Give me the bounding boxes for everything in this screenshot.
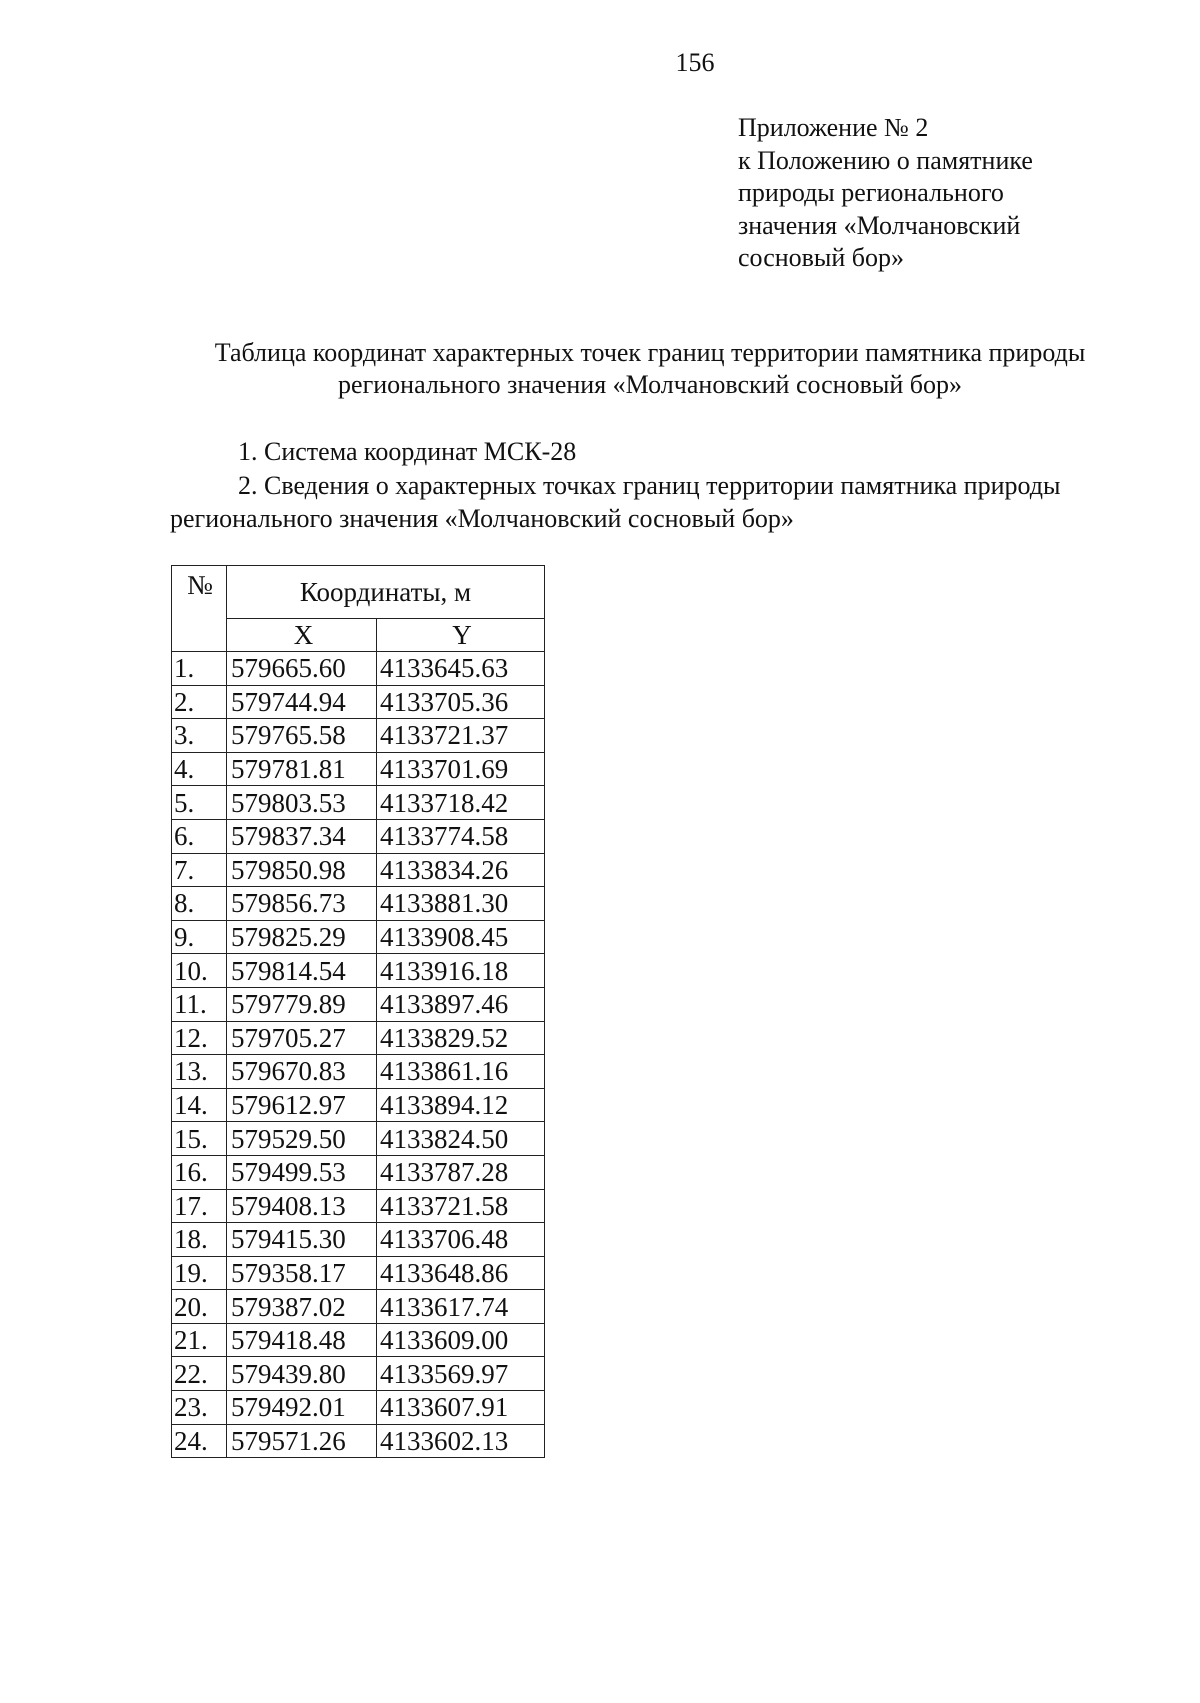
x-coordinate-cell: 579803.53	[227, 786, 377, 820]
appendix-line: природы регионального	[738, 178, 1004, 207]
table-row	[172, 853, 545, 887]
x-coordinate-cell: 579439.80	[227, 1357, 377, 1391]
point-number-cell: 11.	[172, 987, 227, 1021]
header-number: №	[172, 566, 227, 652]
points-info-item	[170, 469, 1170, 535]
point-number-cell: 17.	[172, 1189, 227, 1223]
table-row	[172, 1189, 545, 1223]
y-coordinate-cell: 4133721.58	[377, 1189, 545, 1223]
points-info-line: 2. Сведения о характерных точках границ территории памятника природы	[238, 471, 1061, 500]
table-row	[172, 1290, 545, 1324]
appendix-line: к Положению о памятнике	[738, 145, 1033, 175]
y-coordinate-cell: 4133824.50	[377, 1122, 545, 1156]
point-number-cell: 23.	[172, 1391, 227, 1425]
table-row	[172, 819, 545, 853]
table-row	[172, 685, 545, 719]
point-number-cell: 13.	[172, 1055, 227, 1089]
header-x: X	[227, 619, 377, 652]
point-number-cell: 16.	[172, 1155, 227, 1189]
x-coordinate-cell: 579418.48	[227, 1323, 377, 1357]
y-coordinate-cell: 4133609.00	[377, 1323, 545, 1357]
point-number-cell: 14.	[172, 1088, 227, 1122]
y-coordinate-cell: 4133602.13	[377, 1424, 545, 1458]
header-coordinates: Координаты, м	[227, 566, 545, 619]
table-row	[172, 1391, 545, 1425]
x-coordinate-cell: 579415.30	[227, 1223, 377, 1257]
table-row	[172, 752, 545, 786]
point-number-cell: 5.	[172, 786, 227, 820]
x-coordinate-cell: 579408.13	[227, 1189, 377, 1223]
x-coordinate-cell: 579856.73	[227, 887, 377, 921]
x-coordinate-cell: 579781.81	[227, 752, 377, 786]
table-title-line: Таблица координат характерных точек границ территории памятника природы	[214, 338, 1086, 367]
table-row	[172, 1088, 545, 1122]
y-coordinate-cell: 4133894.12	[377, 1088, 545, 1122]
table-row	[172, 1357, 545, 1391]
table-row	[172, 1155, 545, 1189]
point-number-cell: 9.	[172, 920, 227, 954]
y-coordinate-cell: 4133721.37	[377, 719, 545, 753]
table-row	[172, 719, 545, 753]
point-number-cell: 4.	[172, 752, 227, 786]
table-title-line: регионального значения «Молчановский сосновый бор»	[338, 370, 962, 399]
appendix-line: Приложение № 2	[738, 113, 929, 142]
table-row	[172, 887, 545, 921]
y-coordinate-cell: 4133916.18	[377, 954, 545, 988]
y-coordinate-cell: 4133787.28	[377, 1155, 545, 1189]
point-number-cell: 3.	[172, 719, 227, 753]
point-number-cell: 19.	[172, 1256, 227, 1290]
point-number-cell: 20.	[172, 1290, 227, 1324]
x-coordinate-cell: 579825.29	[227, 920, 377, 954]
appendix-line: значения «Молчановский	[738, 210, 1021, 240]
y-coordinate-cell: 4133569.97	[377, 1357, 545, 1391]
x-coordinate-cell: 579529.50	[227, 1122, 377, 1156]
table-row	[172, 987, 545, 1021]
y-coordinate-cell: 4133648.86	[377, 1256, 545, 1290]
x-coordinate-cell: 579492.01	[227, 1391, 377, 1425]
header-y: Y	[377, 619, 545, 652]
y-coordinate-cell: 4133701.69	[377, 752, 545, 786]
x-coordinate-cell: 579837.34	[227, 819, 377, 853]
point-number-cell: 21.	[172, 1323, 227, 1357]
table-row	[172, 1424, 545, 1458]
table-row	[172, 652, 545, 686]
x-coordinate-cell: 579814.54	[227, 954, 377, 988]
x-coordinate-cell: 579779.89	[227, 987, 377, 1021]
table-row	[172, 1323, 545, 1357]
appendix-line: сосновый бор»	[738, 243, 905, 272]
y-coordinate-cell: 4133881.30	[377, 887, 545, 921]
point-number-cell: 15.	[172, 1122, 227, 1156]
table-row	[172, 954, 545, 988]
y-coordinate-cell: 4133834.26	[377, 853, 545, 887]
y-coordinate-cell: 4133607.91	[377, 1391, 545, 1425]
x-coordinate-cell: 579765.58	[227, 719, 377, 753]
table-row	[172, 920, 545, 954]
table-row	[172, 1021, 545, 1055]
x-coordinate-cell: 579571.26	[227, 1424, 377, 1458]
x-coordinate-cell: 579744.94	[227, 685, 377, 719]
y-coordinate-cell: 4133706.48	[377, 1223, 545, 1257]
point-number-cell: 8.	[172, 887, 227, 921]
x-coordinate-cell: 579705.27	[227, 1021, 377, 1055]
point-number-cell: 24.	[172, 1424, 227, 1458]
y-coordinate-cell: 4133908.45	[377, 920, 545, 954]
point-number-cell: 6.	[172, 819, 227, 853]
page-number: 156	[675, 48, 715, 77]
points-info-line: регионального значения «Молчановский сосновый бор»	[170, 504, 794, 533]
coordinates-table	[171, 565, 545, 1458]
x-coordinate-cell: 579850.98	[227, 853, 377, 887]
y-coordinate-cell: 4133897.46	[377, 987, 545, 1021]
coordinates-table-body	[172, 652, 545, 1458]
point-number-cell: 10.	[172, 954, 227, 988]
x-coordinate-cell: 579387.02	[227, 1290, 377, 1324]
x-coordinate-cell: 579358.17	[227, 1256, 377, 1290]
point-number-cell: 22.	[172, 1357, 227, 1391]
y-coordinate-cell: 4133718.42	[377, 786, 545, 820]
appendix-header	[738, 112, 1138, 275]
table-row	[172, 1055, 545, 1089]
y-coordinate-cell: 4133617.74	[377, 1290, 545, 1324]
y-coordinate-cell: 4133861.16	[377, 1055, 545, 1089]
table-title	[100, 337, 1200, 401]
point-number-cell: 18.	[172, 1223, 227, 1257]
x-coordinate-cell: 579499.53	[227, 1155, 377, 1189]
y-coordinate-cell: 4133645.63	[377, 652, 545, 686]
y-coordinate-cell: 4133774.58	[377, 819, 545, 853]
coordinate-system-item: 1. Система координат МСК-28	[238, 437, 577, 466]
table-row	[172, 786, 545, 820]
point-number-cell: 7.	[172, 853, 227, 887]
y-coordinate-cell: 4133829.52	[377, 1021, 545, 1055]
table-row	[172, 1223, 545, 1257]
x-coordinate-cell: 579612.97	[227, 1088, 377, 1122]
point-number-cell: 12.	[172, 1021, 227, 1055]
x-coordinate-cell: 579670.83	[227, 1055, 377, 1089]
point-number-cell: 2.	[172, 685, 227, 719]
table-row	[172, 1256, 545, 1290]
x-coordinate-cell: 579665.60	[227, 652, 377, 686]
table-row	[172, 1122, 545, 1156]
point-number-cell: 1.	[172, 652, 227, 686]
y-coordinate-cell: 4133705.36	[377, 685, 545, 719]
